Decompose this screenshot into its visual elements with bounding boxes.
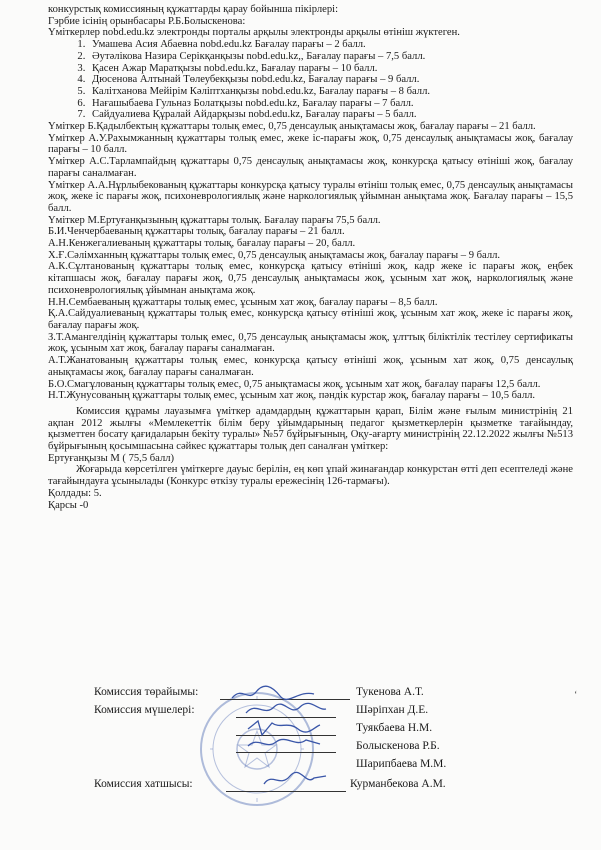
- paragraph: Қ.А.Сайдуалиеваның құжаттары толық емес, конкурсқа қатысу өтініші жоқ, ұсыным хат жоқ, жеке іс парағы жоқ, бағалау парағы жоқ.: [48, 308, 573, 331]
- list-item: 3. Қасен Ажар Маратқызы nobd.edu.kz, Бағалау парағы – 10 балл.: [88, 63, 573, 75]
- header-line: Үміткерлер nobd.edu.kz электронды порталы арқылы электронды арқылы өтініш жүктеген.: [48, 27, 460, 39]
- list-item: 1. Умашева Асия Абаевна nobd.edu.kz Бағалау парағы – 2 балл.: [88, 39, 573, 51]
- paragraph: Үміткер Б.Қадылбектың құжаттары толық емес, 0,75 денсаулық анықтамасы жоқ, бағалау парағы – 21 балл.: [48, 121, 536, 133]
- list-item: 5. Калітханова Мейірім Кәліптханқызы nobd.edu.kz, Бағалау парағы – 8 балл.: [88, 86, 573, 98]
- paragraph: Үміткер А.А.Нұрлыбекованың құжаттары конкурсқа қатысу туралы өтініш толық емес, 0,75 денсаулық анықтамасы жоқ, жеке іс парағы жоқ, психоневрологиялық және наркологиялық ұйымнан анықтама жоқ. Бағалау парағы – 15,5 балл.: [48, 179, 573, 214]
- list-item: 7. Сайдуалиева Құралай Айдарқызы nobd.edu.kz, Бағалау парағы – 5 балл.: [88, 109, 573, 121]
- paragraph: Б.И.Ченчербаеваның құжаттары толық, бағалау парағы – 21 балл.: [48, 226, 345, 238]
- list-item: 2. Әутәлікова Назира Серікқанқызы nobd.edu.kz,, Бағалау парағы – 7,5 балл.: [88, 51, 573, 63]
- paragraph: З.Т.Амангелдінің құжаттары толық емес, 0,75 денсаулық анықтамасы жоқ, ұлттық біліктілік тестілеу сертификаты жоқ, ұсыным хат жоқ, бағалау парағы саналмаған.: [48, 331, 573, 355]
- votes-against: Қарсы -0: [48, 499, 89, 511]
- chair-label: Комиссия төрайымы:: [94, 686, 199, 698]
- header-line: Гэрбие ісінің орынбасары Р.Б.Болыскенова:: [48, 15, 246, 27]
- header-line: конкурстық комиссияның құжаттарды қарау бойынша пікірлері:: [48, 4, 339, 15]
- paragraph: Н.Н.Сембаеваның құжаттары толық емес, ұсыным хат жоқ, бағалау парағы – 8,5 балл.: [48, 296, 438, 308]
- candidate-list: [48, 39, 573, 121]
- paragraph: А.Н.Кенжегалиеваның құжаттары толық, бағалау парағы – 20, балл.: [48, 238, 356, 250]
- secretary-name: Курманбекова А.М.: [350, 778, 446, 790]
- paragraph: Х.Ғ.Сәлімханның құжаттары толық емес, 0,75 денсаулық анықтамасы жоқ, бағалау парағы – 9 балл.: [48, 249, 501, 261]
- paragraph: А.Т.Жанатованың құжаттары толық емес, конкурсқа қатысу өтініші жоқ, ұсыным хат жоқ, 0,75 денсаулық анықтамасы жоқ, бағалау парағы саналмаған.: [48, 355, 573, 378]
- secretary-signature: [260, 768, 330, 792]
- member-signature: [244, 734, 324, 754]
- document-body: [48, 4, 573, 511]
- votes-for: Қолдады: 5.: [48, 487, 102, 499]
- margin-mark: ʻ: [574, 690, 578, 701]
- paragraph: Үміткер А.У.Рахымжанның құжаттары толық емес, жеке іс-парағы жоқ, 0,75 денсаулық анықтамасы жоқ, бағалау парағы – 10 балл.: [48, 132, 573, 156]
- paragraph: А.К.Сұлтанованың құжаттары толық емес, конкурсқа қатысу өтініші жоқ, кадр жеке іс парағы жоқ, еңбек кітапшасы жоқ, бағалау парағы жоқ, 0,75 денсаулық анықтамасы жоқ, ұсыным хат жоқ, наркологиялық және психоневрологиялық ұйымнан анықтама жоқ.: [48, 261, 573, 296]
- recommendation-paragraph: Жоғарыда көрсетілген үміткерге дауыс берілін, ең көп ұпай жинағандар конкурстан өтті деп есептеледі және тағайындауға ұсынылады (Конкурс өткізу туралы ережесінің 126-тармағы).: [48, 464, 573, 488]
- chair-name: Тукенова А.Т.: [356, 686, 424, 698]
- paragraph: Н.Т.Жунусованың құжаттары толық емес, ұсыным хат жоқ, пәндік курстар жоқ, бағалау парағы – 10,5 балл.: [48, 390, 536, 402]
- paragraph: Б.О.Смагұлованың құжаттары толық емес, 0,75 анықтамасы жоқ, ұсыным хат жоқ, бағалау парағы 12,5 балл.: [48, 378, 541, 390]
- paragraph: Үміткер А.С.Тарлампайдың құжаттары 0,75 денсаулық анықтамасы жоқ, конкурсқа қатысу өтініші жоқ, бағалау парағы саналмаған.: [48, 156, 573, 179]
- selected-candidate: Ертуғанқызы М ( 75,5 балл): [48, 452, 175, 464]
- paragraph: Үміткер М.Ертуғанқызының құжаттары толық. Бағалау парағы 75,5 балл.: [48, 214, 381, 226]
- list-item: 4. Дюсенова Алтынай Төлеубекқызы nobd.edu.kz, Бағалау парағы – 9 балл.: [88, 74, 573, 86]
- list-item: 6. Нағашыбаева Гульназ Болатқызы nobd.edu.kz, Бағалау парағы – 7 балл.: [88, 98, 573, 110]
- member-name: Туякбаева Н.М.: [356, 722, 433, 734]
- member-name: Шарипбаева М.М.: [356, 758, 447, 770]
- conclusion-paragraph: Комиссия құрамы лауазымға үміткер адамдардың құжаттарын қарап, Білім және ғылым министрінің 21 ақпан 2012 жылғы «Мемлекеттік білім беру ұйымдарының педагог қызметкерлерін қызметке тағайындау, қызметтен босату қағидаларын бекіту туралы» №57 бұйрығының, Оқу-ағарту министрінің 22.12.2022 жылғы №513 бұйрығының қосымшасына сәйкес құжаттары толық деп саналған үміткер:: [48, 405, 573, 453]
- member-name: Шәріпхан Д.Е.: [356, 704, 429, 716]
- member-name: Болыскенова Р.Б.: [356, 740, 440, 752]
- secretary-label: Комиссия хатшысы:: [94, 778, 193, 790]
- members-label: Комиссия мүшелері:: [94, 704, 195, 716]
